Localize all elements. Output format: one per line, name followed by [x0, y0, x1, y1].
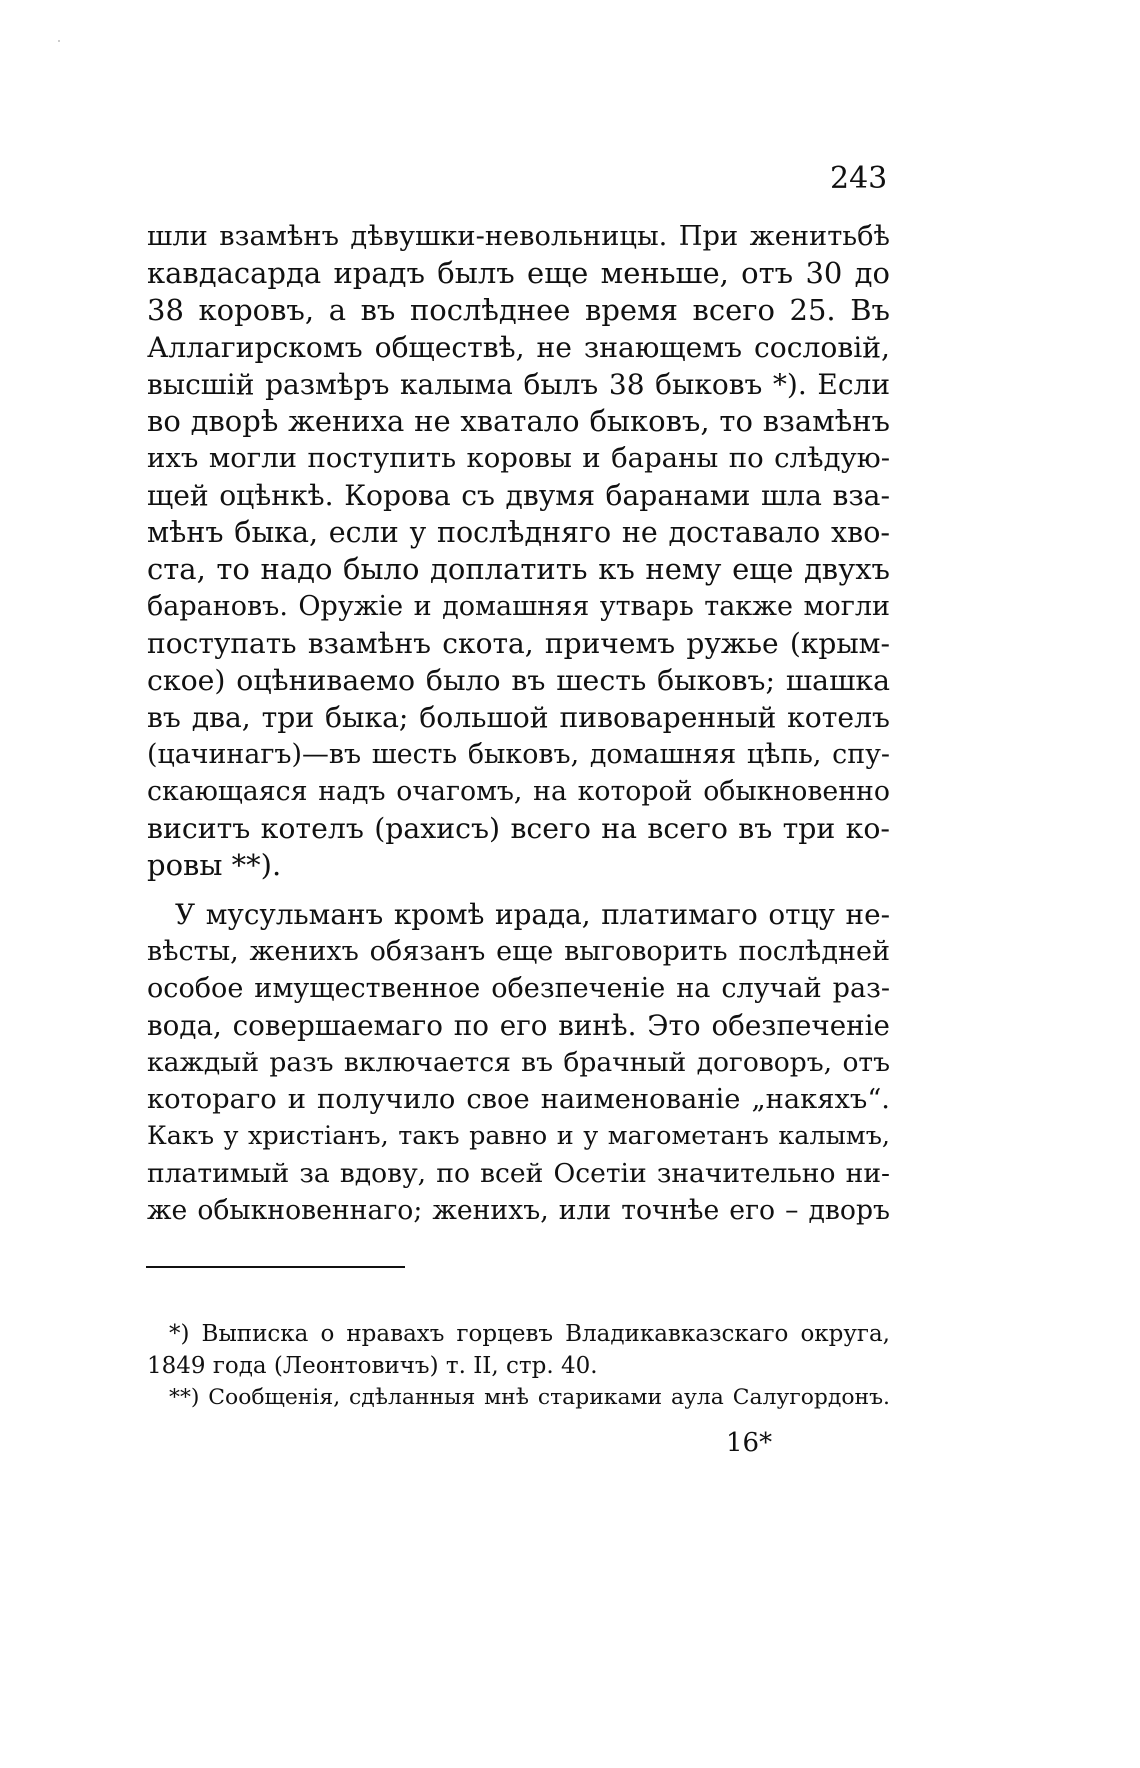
footnote-1 — [147, 1318, 890, 1382]
paragraph-2 — [147, 896, 890, 1229]
text-line: платимый за вдову, по всей Осетіи значительно ни- — [147, 1158, 890, 1189]
footnote-2 — [147, 1382, 890, 1414]
text-line: поступать взамѣнъ скота, причемъ ружье (крым- — [147, 627, 890, 660]
text-line: ровы **). — [147, 848, 282, 882]
text-line: кавдасарда ирадъ былъ еще меньше, отъ 30 до — [147, 256, 890, 290]
text-line: мѣнъ быка, если у послѣдняго не доставало хво- — [147, 516, 890, 549]
text-line: котораго и получило свое наименованіе „накяхъ“. — [147, 1084, 890, 1115]
text-line: шли взамѣнъ дѣвушки-невольницы. При женитьбѣ — [147, 221, 890, 252]
text-line: 38 коровъ, а въ послѣднее время всего 25. Въ — [147, 293, 890, 327]
footnote-line: *) Выписка о нравахъ горцевъ Владикавказскаго округа, — [169, 1321, 890, 1347]
main-text — [147, 218, 890, 1229]
text-line: (цачинагъ)—въ шесть быковъ, домашняя цѣпь, спу- — [147, 739, 890, 770]
paragraph-1 — [147, 218, 890, 884]
text-line: ское) оцѣниваемо было въ шесть быковъ; шашка — [147, 664, 890, 697]
text-line: каждый разъ включается въ брачный договоръ, отъ — [147, 1047, 890, 1078]
text-line: вода, совершаемаго по его винѣ. Это обезпеченіе — [147, 1009, 890, 1042]
text-line: ихъ могли поступить коровы и бараны по слѣдую- — [147, 442, 890, 474]
page-number: 243 — [830, 161, 888, 196]
text-line: высшій размѣръ калыма былъ 38 быковъ *). Если — [147, 368, 890, 401]
text-line: же обыкновеннаго; женихъ, или точнѣе его – дворъ — [147, 1195, 890, 1226]
signature-mark: 16* — [726, 1428, 773, 1458]
text-line: въ два, три быка; большой пивоваренный котелъ — [147, 701, 890, 734]
text-line: виситъ котелъ (рахисъ) всего на всего въ три ко- — [147, 812, 890, 845]
paragraph-gap — [147, 884, 890, 896]
text-line: барановъ. Оружіе и домашняя утварь также могли — [147, 591, 890, 622]
text-line: Аллагирскомъ обществѣ, не знающемъ сословій, — [147, 331, 890, 364]
footnote-line: 1849 года (Леонтовичъ) т. II, стр. 40. — [147, 1353, 598, 1379]
text-line: скающаяся надъ очагомъ, на которой обыкновенно — [147, 776, 890, 807]
text-line: особое имущественное обезпеченіе на случай раз- — [147, 973, 890, 1004]
footnote-line: **) Сообщенія, сдѣланныя мнѣ стариками аула Салугордонъ. — [169, 1385, 890, 1410]
text-line: во дворѣ жениха не хватало быковъ, то взамѣнъ — [147, 404, 890, 438]
footnote-divider — [146, 1266, 405, 1268]
text-line: У мусульманъ кромѣ ирада, платимаго отцу не- — [175, 898, 890, 931]
text-line: вѣсты, женихъ обязанъ еще выговорить послѣдней — [147, 936, 890, 967]
footnotes — [147, 1318, 890, 1414]
text-line: щей оцѣнкѣ. Корова съ двумя баранами шла вза- — [147, 479, 890, 512]
paper-speck — [58, 40, 60, 42]
text-line: ста, то надо было доплатить къ нему еще двухъ — [147, 552, 890, 586]
text-line: Какъ у христіанъ, такъ равно и у магометанъ калымъ, — [147, 1121, 890, 1151]
